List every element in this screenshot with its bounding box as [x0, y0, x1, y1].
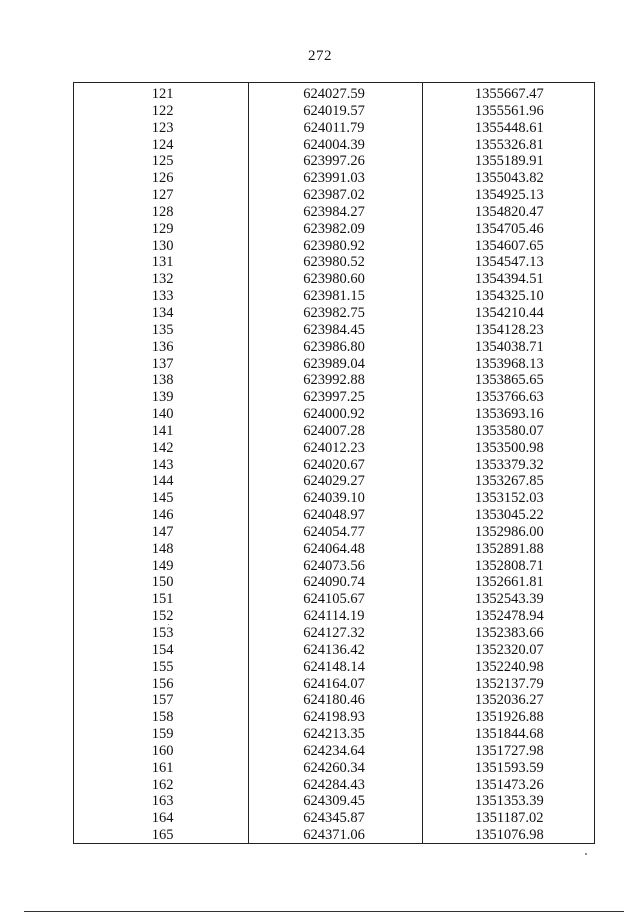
x-coordinate-cell: 623987.02 — [303, 187, 365, 204]
y-coordinate-cell: 1352891.88 — [474, 540, 544, 557]
point-number-cell: 136 — [151, 338, 174, 355]
point-number-cell: 129 — [151, 220, 174, 237]
x-coordinate-cell: 624004.39 — [303, 136, 365, 153]
y-coordinate-cell: 1352137.79 — [474, 675, 544, 692]
y-coordinate-cell: 1354820.47 — [474, 203, 544, 220]
y-coordinate-cell: 1354325.10 — [474, 288, 544, 305]
point-number-cell: 164 — [151, 810, 174, 827]
x-coordinate-cell: 624105.67 — [303, 591, 365, 608]
x-coordinate-cell: 624012.23 — [303, 439, 365, 456]
y-coordinate-cell: 1351593.59 — [474, 759, 544, 776]
y-coordinate-cell: 1354607.65 — [474, 237, 544, 254]
point-number-cell: 147 — [151, 523, 174, 540]
y-coordinate-cell: 1353045.22 — [474, 507, 544, 524]
table-row — [74, 137, 594, 154]
table-row — [74, 760, 594, 777]
point-number-cell: 137 — [151, 355, 174, 372]
table-row — [74, 389, 594, 406]
x-coordinate-cell: 624019.57 — [303, 102, 365, 119]
table-row — [74, 457, 594, 474]
point-number-cell: 133 — [151, 288, 174, 305]
table-row — [74, 322, 594, 339]
y-coordinate-cell: 1353152.03 — [474, 490, 544, 507]
x-coordinate-cell: 623991.03 — [303, 170, 365, 187]
x-coordinate-cell: 624064.48 — [303, 540, 365, 557]
point-number-cell: 152 — [151, 608, 174, 625]
table-row — [74, 120, 594, 137]
x-coordinate-cell: 624054.77 — [303, 523, 365, 540]
y-coordinate-cell: 1352986.00 — [474, 523, 544, 540]
point-number-cell: 163 — [151, 793, 174, 810]
x-coordinate-cell: 624284.43 — [303, 776, 365, 793]
point-number-cell: 140 — [151, 406, 174, 423]
y-coordinate-cell: 1351353.39 — [474, 793, 544, 810]
point-number-cell: 135 — [151, 321, 174, 338]
table-row — [74, 524, 594, 541]
point-number-cell: 146 — [151, 507, 174, 524]
table-row — [74, 356, 594, 373]
table-row — [74, 254, 594, 271]
point-number-cell: 122 — [151, 102, 174, 119]
y-coordinate-cell: 1351076.98 — [474, 827, 544, 844]
y-coordinate-cell: 1351473.26 — [474, 776, 544, 793]
table-row — [74, 591, 594, 608]
table-row — [74, 490, 594, 507]
table-row — [74, 204, 594, 221]
table-row — [74, 625, 594, 642]
table-row — [74, 153, 594, 170]
table-row — [74, 743, 594, 760]
point-number-cell: 155 — [151, 658, 174, 675]
y-coordinate-cell: 1351844.68 — [474, 726, 544, 743]
x-coordinate-cell: 623980.52 — [303, 254, 365, 271]
x-coordinate-cell: 624029.27 — [303, 473, 365, 490]
point-number-cell: 127 — [151, 187, 174, 204]
y-coordinate-cell: 1354128.23 — [474, 321, 544, 338]
x-coordinate-cell: 623992.88 — [303, 372, 365, 389]
y-coordinate-cell: 1355043.82 — [474, 170, 544, 187]
point-number-cell: 156 — [151, 675, 174, 692]
y-coordinate-cell: 1353267.85 — [474, 473, 544, 490]
x-coordinate-cell: 624127.32 — [303, 625, 365, 641]
table-row — [74, 372, 594, 389]
point-number-cell: 145 — [151, 490, 174, 507]
table-row — [74, 288, 594, 305]
point-number-cell: 160 — [151, 742, 174, 759]
point-number-cell: 121 — [151, 86, 174, 102]
point-number-cell: 159 — [151, 726, 174, 743]
y-coordinate-cell: 1353379.32 — [474, 456, 544, 473]
y-coordinate-cell: 1351727.98 — [474, 742, 544, 759]
y-coordinate-cell: 1354394.51 — [474, 271, 544, 288]
x-coordinate-cell: 623980.60 — [303, 271, 365, 288]
coordinate-table — [73, 82, 595, 844]
y-coordinate-cell: 1352543.39 — [474, 591, 544, 608]
x-coordinate-cell: 623997.25 — [303, 389, 365, 406]
x-coordinate-cell: 624048.97 — [303, 507, 365, 524]
x-coordinate-cell: 624148.14 — [303, 658, 365, 675]
y-coordinate-cell: 1352478.94 — [474, 608, 544, 625]
table-row — [74, 423, 594, 440]
point-number-cell: 161 — [151, 759, 174, 776]
table-row — [74, 574, 594, 591]
point-number-cell: 126 — [151, 170, 174, 187]
table-row — [74, 187, 594, 204]
x-coordinate-cell: 624011.79 — [303, 119, 365, 136]
point-number-cell: 141 — [151, 422, 174, 439]
y-coordinate-cell: 1354038.71 — [474, 338, 544, 355]
point-number-cell: 134 — [151, 304, 174, 321]
point-number-cell: 132 — [151, 271, 174, 288]
point-number-cell: 149 — [151, 557, 174, 574]
x-coordinate-cell: 624309.45 — [303, 793, 365, 810]
x-coordinate-cell: 624090.74 — [303, 574, 365, 591]
table-row — [74, 827, 594, 844]
point-number-cell: 157 — [151, 692, 174, 709]
table-row — [74, 238, 594, 255]
point-number-cell: 162 — [151, 776, 174, 793]
table-row — [74, 793, 594, 810]
table-row — [74, 777, 594, 794]
x-coordinate-cell: 623984.27 — [303, 203, 365, 220]
point-number-cell: 124 — [151, 136, 174, 153]
table-row — [74, 709, 594, 726]
table-row — [74, 473, 594, 490]
y-coordinate-cell: 1352661.81 — [474, 574, 544, 591]
x-coordinate-cell: 624260.34 — [303, 759, 365, 776]
y-coordinate-cell: 1354705.46 — [474, 220, 544, 237]
table-row — [74, 541, 594, 558]
table-row — [74, 305, 594, 322]
x-coordinate-cell: 624114.19 — [303, 608, 365, 625]
point-number-cell: 138 — [151, 372, 174, 389]
table-row — [74, 221, 594, 238]
y-coordinate-cell: 1352240.98 — [474, 658, 544, 675]
point-number-cell: 144 — [151, 473, 174, 490]
x-coordinate-cell: 623986.80 — [303, 338, 365, 355]
x-coordinate-cell: 624213.35 — [303, 726, 365, 743]
table-row — [74, 676, 594, 693]
y-coordinate-cell: 1355561.96 — [474, 102, 544, 119]
point-number-cell: 130 — [151, 237, 174, 254]
y-coordinate-cell: 1355667.47 — [474, 86, 544, 102]
x-coordinate-cell: 623989.04 — [303, 355, 365, 372]
point-number-cell: 143 — [151, 456, 174, 473]
table-row — [74, 339, 594, 356]
x-coordinate-cell: 624345.87 — [303, 810, 365, 827]
table-row — [74, 608, 594, 625]
y-coordinate-cell: 1354925.13 — [474, 187, 544, 204]
table-row — [74, 507, 594, 524]
table-row — [74, 440, 594, 457]
table-row — [74, 692, 594, 709]
y-coordinate-cell: 1352036.27 — [474, 692, 544, 709]
y-coordinate-cell: 1355448.61 — [474, 119, 544, 136]
x-coordinate-cell: 624180.46 — [303, 692, 365, 709]
x-coordinate-cell: 624000.92 — [303, 406, 365, 423]
x-coordinate-cell: 624136.42 — [303, 641, 365, 658]
point-number-cell: 158 — [151, 709, 174, 726]
table-row — [74, 170, 594, 187]
page-number: 272 — [308, 48, 332, 64]
point-number-cell: 153 — [151, 625, 174, 641]
scan-speck — [585, 853, 587, 855]
table-row — [74, 86, 594, 103]
point-number-cell: 154 — [151, 641, 174, 658]
x-coordinate-cell: 623980.92 — [303, 237, 365, 254]
scan-speck — [168, 624, 169, 625]
point-number-cell: 142 — [151, 439, 174, 456]
x-coordinate-cell: 624234.64 — [303, 742, 365, 759]
table-row — [74, 642, 594, 659]
y-coordinate-cell: 1352383.66 — [474, 625, 544, 641]
y-coordinate-cell: 1353580.07 — [474, 422, 544, 439]
table-row — [74, 810, 594, 827]
x-coordinate-cell: 623982.75 — [303, 304, 365, 321]
point-number-cell: 151 — [151, 591, 174, 608]
x-coordinate-cell: 623984.45 — [303, 321, 365, 338]
y-coordinate-cell: 1352808.71 — [474, 557, 544, 574]
point-number-cell: 125 — [151, 153, 174, 170]
y-coordinate-cell: 1351187.02 — [475, 810, 544, 827]
x-coordinate-cell: 624371.06 — [303, 827, 365, 844]
page-bottom-rule — [24, 911, 624, 912]
x-coordinate-cell: 624164.07 — [303, 675, 365, 692]
table-row — [74, 271, 594, 288]
point-number-cell: 123 — [151, 119, 174, 136]
point-number-cell: 131 — [151, 254, 174, 271]
y-coordinate-cell: 1355189.91 — [474, 153, 544, 170]
table-row — [74, 558, 594, 575]
x-coordinate-cell: 624027.59 — [303, 86, 365, 102]
y-coordinate-cell: 1353865.65 — [474, 372, 544, 389]
x-coordinate-cell: 624198.93 — [303, 709, 365, 726]
table-row — [74, 659, 594, 676]
x-coordinate-cell: 624073.56 — [303, 557, 365, 574]
y-coordinate-cell: 1351926.88 — [474, 709, 544, 726]
table-row — [74, 726, 594, 743]
y-coordinate-cell: 1354547.13 — [474, 254, 544, 271]
table-row — [74, 406, 594, 423]
y-coordinate-cell: 1353693.16 — [474, 406, 544, 423]
point-number-cell: 150 — [151, 574, 174, 591]
y-coordinate-cell: 1352320.07 — [474, 641, 544, 658]
y-coordinate-cell: 1354210.44 — [474, 304, 544, 321]
table-row — [74, 103, 594, 120]
y-coordinate-cell: 1353766.63 — [474, 389, 544, 406]
point-number-cell: 128 — [151, 203, 174, 220]
y-coordinate-cell: 1353500.98 — [474, 439, 544, 456]
x-coordinate-cell: 624039.10 — [303, 490, 365, 507]
x-coordinate-cell: 624020.67 — [303, 456, 365, 473]
point-number-cell: 148 — [151, 540, 174, 557]
table-body — [74, 86, 594, 844]
x-coordinate-cell: 623997.26 — [303, 153, 365, 170]
y-coordinate-cell: 1355326.81 — [474, 136, 544, 153]
point-number-cell: 165 — [151, 827, 174, 844]
x-coordinate-cell: 623981.15 — [303, 288, 365, 305]
point-number-cell: 139 — [151, 389, 174, 406]
x-coordinate-cell: 624007.28 — [303, 422, 365, 439]
y-coordinate-cell: 1353968.13 — [474, 355, 544, 372]
x-coordinate-cell: 623982.09 — [303, 220, 365, 237]
